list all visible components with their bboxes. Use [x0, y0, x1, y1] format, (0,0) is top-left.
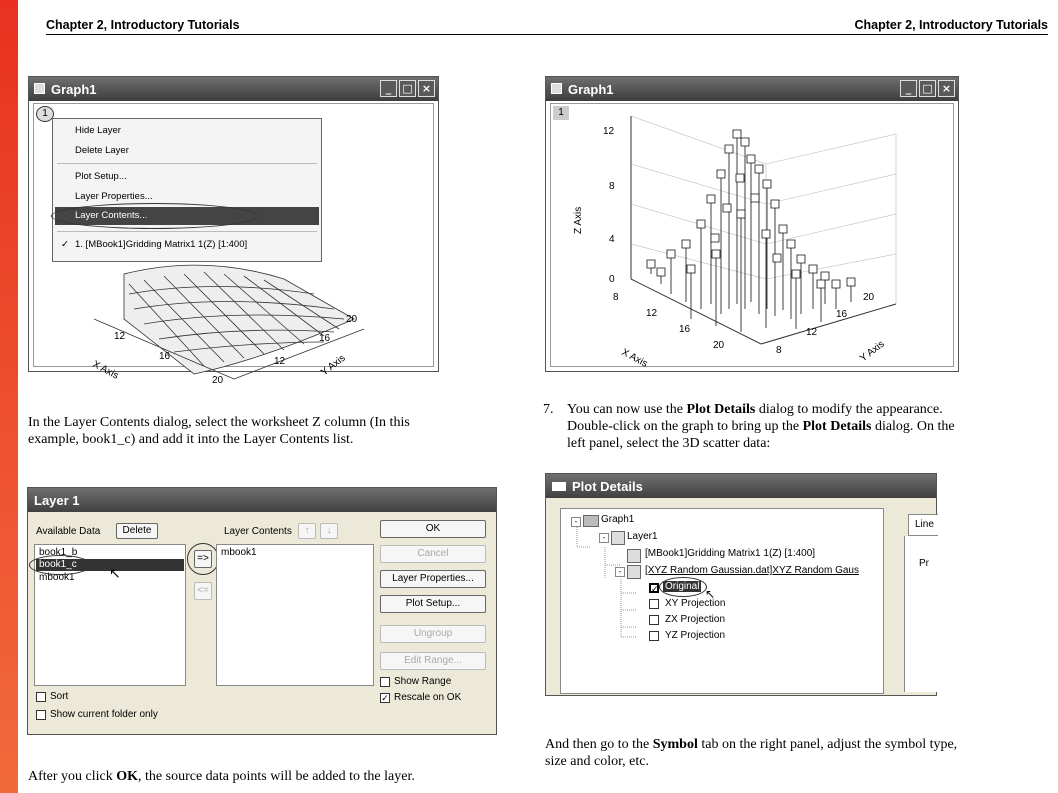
step-number: 7. — [543, 402, 554, 417]
menu-layer-contents[interactable]: Layer Contents... — [75, 210, 148, 221]
scatter-stems — [651, 134, 851, 332]
tree-yz-projection[interactable]: YZ Projection — [665, 630, 726, 641]
x-tick-16: 16 — [679, 324, 691, 335]
paragraph-symbol-line2: size and color, etc. — [545, 754, 650, 769]
layer-contents-dialog — [27, 487, 497, 735]
step-line1: You can now use the Plot Details dialog to modify the appearance. — [567, 402, 943, 417]
header-right: Chapter 2, Introductory Tutorials — [854, 18, 1048, 32]
maximize-button[interactable]: □ — [399, 80, 416, 97]
menu-hide-layer[interactable]: Hide Layer — [75, 125, 121, 136]
step-line3: left panel, select the 3D scatter data: — [567, 436, 771, 451]
y-tick-16: 16 — [319, 333, 331, 344]
menu-delete-layer[interactable]: Delete Layer — [75, 145, 129, 156]
cursor-icon: ↖ — [109, 565, 121, 581]
menu-plot-entry[interactable]: 1. [MBook1]Gridding Matrix1 1(Z) [1:400] — [75, 239, 248, 250]
cancel-button[interactable]: Cancel — [380, 545, 486, 563]
graph-window-right — [545, 76, 959, 372]
x-tick-8: 8 — [613, 292, 619, 303]
list-item[interactable]: mbook1 — [39, 572, 75, 583]
show-current-folder-checkbox[interactable] — [36, 710, 46, 720]
tree-xy-projection[interactable]: XY Projection — [665, 598, 726, 609]
cursor-icon: ↖ — [705, 587, 716, 601]
remove-from-layer-button[interactable]: <= — [194, 582, 212, 600]
list-item[interactable]: book1_b — [39, 547, 78, 558]
yz-projection-checkbox[interactable] — [649, 631, 659, 641]
available-data-list[interactable] — [34, 544, 186, 686]
menu-separator — [57, 231, 317, 232]
check-icon: ✓ — [61, 239, 69, 250]
dialog-titlebar[interactable] — [546, 474, 936, 498]
y-tick-16: 16 — [836, 309, 848, 320]
layer-tag[interactable]: 1 — [553, 106, 569, 120]
dialog-titlebar[interactable] — [28, 488, 496, 512]
original-checkbox[interactable]: ✓ — [651, 584, 659, 594]
tab-line[interactable]: Line — [908, 514, 938, 536]
highlight-oval — [51, 203, 257, 229]
tree-graph1[interactable]: Graph1 — [601, 514, 635, 525]
plot-setup-button[interactable]: Plot Setup... — [380, 595, 486, 613]
graph-window-left — [28, 76, 439, 386]
minimize-button[interactable]: _ — [900, 80, 917, 97]
ok-button[interactable]: OK — [380, 520, 486, 538]
y-tick-20: 20 — [863, 292, 875, 303]
show-range-checkbox[interactable] — [380, 677, 390, 687]
xy-projection-checkbox[interactable] — [649, 599, 659, 609]
close-button[interactable]: × — [938, 80, 955, 97]
menu-layer-properties[interactable]: Layer Properties... — [75, 191, 153, 202]
list-item[interactable]: mbook1 — [221, 547, 257, 558]
tree-original[interactable]: Original — [665, 581, 700, 592]
tree-plot-matrix[interactable]: [MBook1]Gridding Matrix1 1(Z) [1:400] — [645, 548, 816, 559]
graph-window-icon — [34, 83, 45, 94]
plot-icon — [627, 549, 641, 563]
list-item-selected[interactable]: book1_c — [36, 559, 184, 571]
plot-icon — [627, 565, 641, 579]
right-panel-label: Pr — [919, 558, 929, 569]
delete-button[interactable]: Delete — [116, 523, 158, 539]
minimize-button[interactable]: _ — [380, 80, 397, 97]
edit-range-button[interactable]: Edit Range... — [380, 652, 486, 670]
y-tick-12: 12 — [806, 327, 818, 338]
layer-properties-button[interactable]: Layer Properties... — [380, 570, 486, 588]
available-data-label: Available Data — [36, 526, 101, 537]
show-range-label: Show Range — [394, 676, 452, 687]
paragraph-symbol-line1: And then go to the Symbol tab on the right panel, adjust the symbol type, — [545, 737, 958, 752]
x-axis-label: X Axis — [619, 346, 650, 370]
z-tick-4: 4 — [609, 234, 615, 245]
x-tick-12: 12 — [114, 331, 126, 342]
x-tick-16: 16 — [159, 351, 171, 362]
graph-canvas-left[interactable] — [33, 103, 434, 386]
highlight-circle — [187, 543, 219, 575]
collapse-icon[interactable]: - — [571, 517, 581, 527]
close-button[interactable]: × — [418, 80, 435, 97]
z-tick-12: 12 — [603, 126, 615, 137]
add-to-layer-button[interactable]: => — [194, 550, 212, 568]
z-tick-8: 8 — [609, 181, 615, 192]
graph-window-title: Graph1 — [568, 82, 614, 97]
y-tick-8: 8 — [776, 345, 782, 356]
layer-icon — [611, 531, 625, 545]
tree-zx-projection[interactable]: ZX Projection — [665, 614, 726, 625]
layer-contents-list[interactable] — [216, 544, 374, 686]
move-up-button[interactable]: ↑ — [298, 523, 316, 539]
step-line2: Double-click on the graph to bring up the Plot Details dialog. On the — [567, 419, 955, 434]
ungroup-button[interactable]: Ungroup — [380, 625, 486, 643]
paragraph-layer-contents-line1: In the Layer Contents dialog, select the worksheet Z column (In this — [28, 415, 410, 430]
z-tick-0: 0 — [609, 274, 615, 285]
x-tick-20: 20 — [713, 340, 725, 351]
highlight-oval — [659, 577, 707, 597]
dialog-icon — [552, 482, 566, 491]
graph-canvas-right[interactable] — [550, 103, 954, 370]
collapse-icon[interactable]: - — [615, 567, 625, 577]
plot-details-dialog — [545, 473, 937, 696]
tree-layer1[interactable]: Layer1 — [627, 531, 658, 542]
y-tick-20: 20 — [346, 314, 358, 325]
y-tick-12: 12 — [274, 356, 286, 367]
paragraph-layer-contents-line2: example, book1_c) and add it into the Layer Contents list. — [28, 432, 354, 447]
scatter-3d-plot — [551, 104, 957, 370]
z-axis-label: Z Axis — [573, 206, 584, 234]
show-current-folder-label: Show current folder only — [50, 709, 158, 720]
y-axis-label: Y Axis — [319, 352, 348, 379]
rescale-on-ok-checkbox[interactable]: ✓ — [381, 693, 389, 703]
graph-window-right-titlebar[interactable] — [546, 77, 958, 101]
collapse-icon[interactable]: - — [599, 533, 609, 543]
menu-separator — [57, 163, 317, 164]
paragraph-after-ok: After you click OK, the source data points will be added to the layer. — [28, 769, 415, 784]
x-axis-label: X Axis — [90, 358, 121, 382]
right-panel — [904, 536, 939, 692]
tree-plot-xyz[interactable]: [XYZ Random Gaussian.dat]XYZ Random Gaus — [645, 565, 859, 576]
y-axis-label: Y Axis — [858, 338, 887, 365]
x-tick-20: 20 — [212, 375, 224, 386]
layer-contents-label: Layer Contents — [224, 526, 292, 537]
layer-tag[interactable]: 1 — [36, 106, 54, 122]
graph-window-icon — [551, 83, 562, 94]
header-left: Chapter 2, Introductory Tutorials — [46, 18, 240, 32]
plot-tree-panel[interactable] — [560, 508, 884, 694]
zx-projection-checkbox[interactable] — [649, 615, 659, 625]
sort-label: Sort — [50, 691, 69, 702]
x-tick-12: 12 — [646, 308, 658, 319]
maximize-button[interactable]: □ — [919, 80, 936, 97]
graph-window-left-titlebar[interactable] — [29, 77, 438, 101]
menu-plot-setup[interactable]: Plot Setup... — [75, 171, 127, 182]
sort-checkbox[interactable] — [36, 692, 46, 702]
header-rule — [46, 34, 1048, 35]
graph-icon — [583, 515, 599, 527]
layer-context-menu — [52, 118, 322, 262]
dialog-title: Layer 1 — [34, 493, 80, 508]
rescale-on-ok-label: Rescale on OK — [394, 692, 462, 703]
dialog-title: Plot Details — [572, 479, 643, 494]
left-accent-bar — [0, 0, 18, 793]
move-down-button[interactable]: ↓ — [320, 523, 338, 539]
highlight-oval — [29, 555, 91, 575]
graph-window-title: Graph1 — [51, 82, 97, 97]
